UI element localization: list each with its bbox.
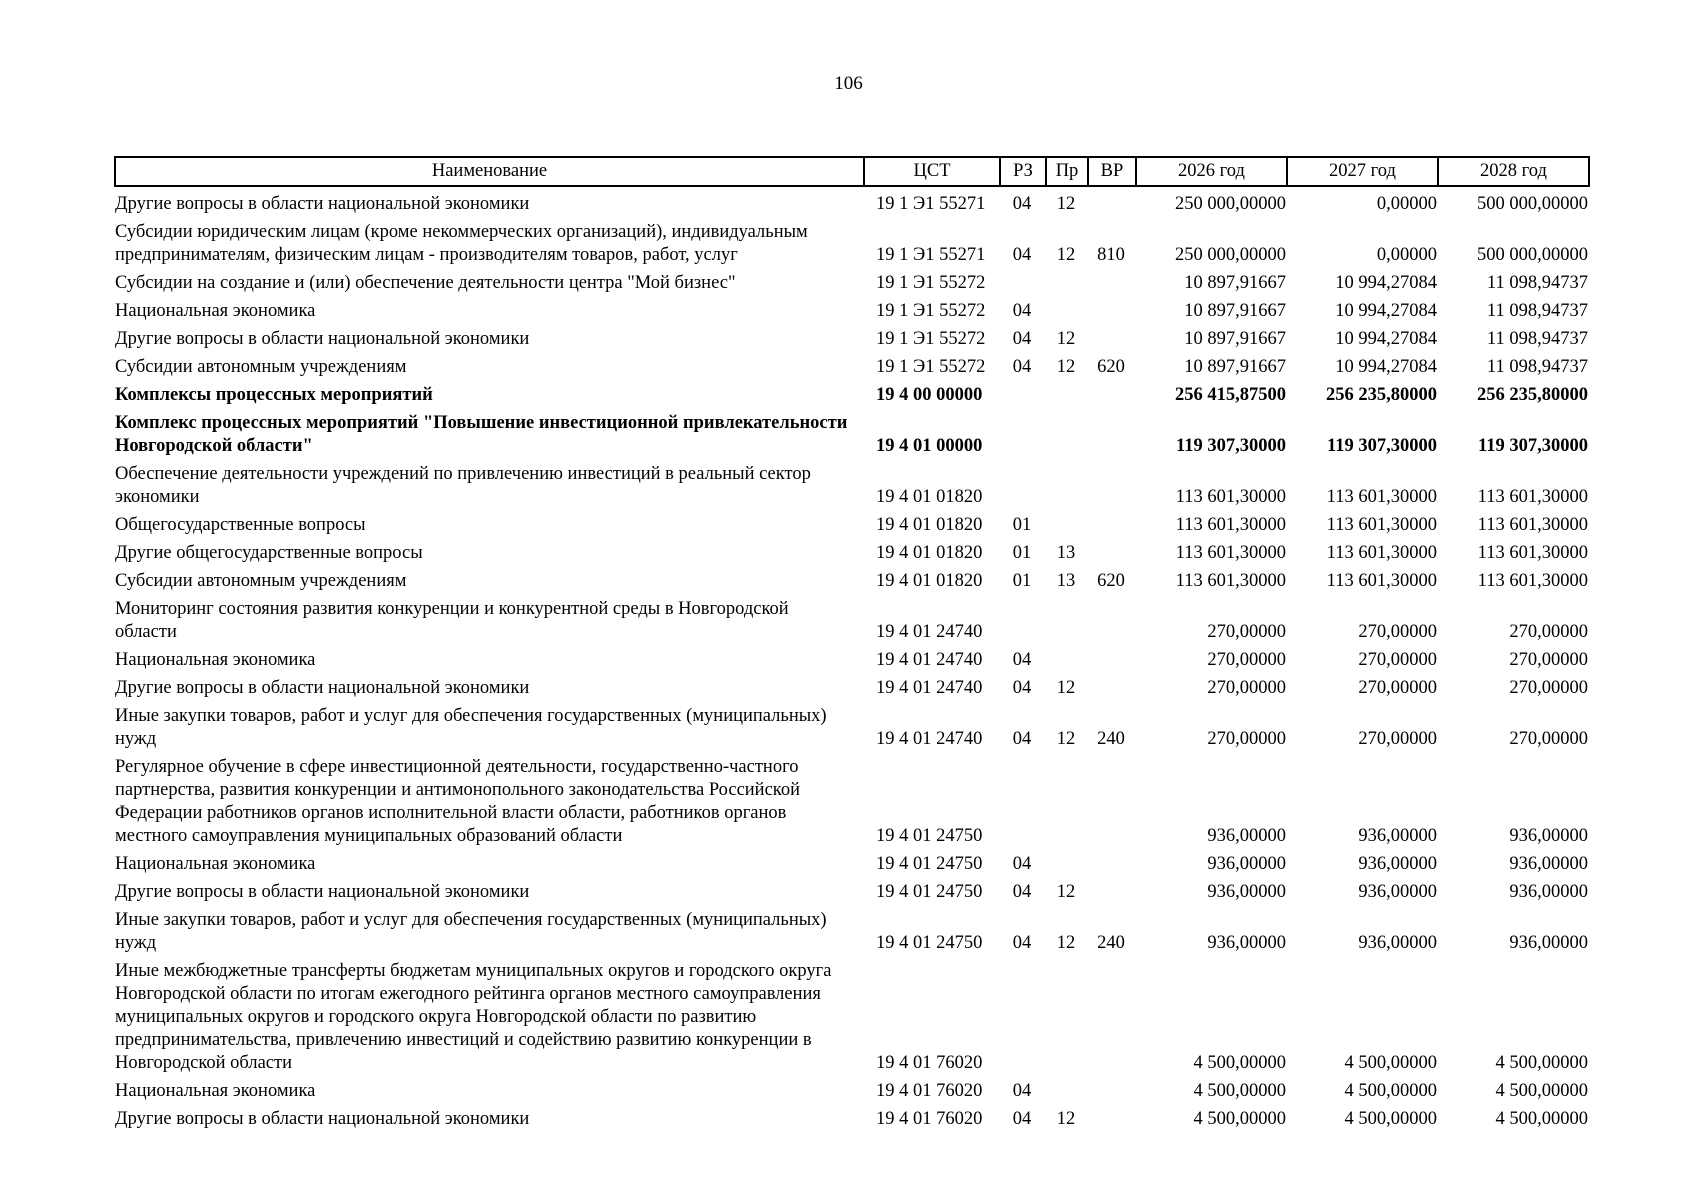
table-row <box>115 219 1589 270</box>
cell-2027: 10 994,27084 <box>1335 329 1437 349</box>
cell-cst: 19 4 01 24740 <box>876 622 983 642</box>
table-header <box>115 157 1589 186</box>
cell-rz <box>1000 958 1046 1078</box>
cell-2026: 113 601,30000 <box>1175 515 1286 535</box>
cell-name: Субсидии юридическим лицам (кроме некоммерческих организаций), индивидуальным предпринимателям, физическим лицам - производителям товаров, работ, услуг <box>115 222 808 265</box>
cell-pr <box>1046 298 1088 326</box>
cell-2028: 270,00000 <box>1509 622 1588 642</box>
cell-cst: 19 1 Э1 55272 <box>876 273 986 293</box>
cell-2027: 10 994,27084 <box>1335 301 1437 321</box>
cell-rz <box>1000 461 1046 512</box>
cell-rz <box>1000 754 1046 851</box>
cell-rz: 04 <box>1012 933 1032 953</box>
table-row <box>115 512 1589 540</box>
cell-name: Субсидии автономным учреждениям <box>115 357 407 377</box>
cell-cst: 19 1 Э1 55271 <box>876 245 986 265</box>
cell-2026: 10 897,91667 <box>1184 329 1286 349</box>
cell-2026: 10 897,91667 <box>1184 301 1286 321</box>
table-row <box>115 410 1589 461</box>
cell-2027: 10 994,27084 <box>1335 273 1437 293</box>
cell-vr <box>1088 647 1136 675</box>
cell-2026: 936,00000 <box>1207 826 1286 846</box>
cell-name: Обеспечение деятельности учреждений по привлечению инвестиций в реальный сектор экономики <box>115 464 811 507</box>
table-row <box>115 354 1589 382</box>
cell-name: Национальная экономика <box>115 1081 316 1101</box>
cell-vr <box>1088 851 1136 879</box>
cell-rz: 01 <box>1012 515 1032 535</box>
cell-2028: 113 601,30000 <box>1477 515 1588 535</box>
cell-2028: 4 500,00000 <box>1495 1109 1588 1129</box>
cell-name: Другие вопросы в области национальной экономики <box>115 329 530 349</box>
cell-cst: 19 4 01 24750 <box>876 854 983 874</box>
cell-pr: 12 <box>1056 329 1076 349</box>
cell-2028: 11 098,94737 <box>1486 301 1588 321</box>
cell-cst: 19 4 01 76020 <box>876 1053 983 1073</box>
cell-2028: 113 601,30000 <box>1477 543 1588 563</box>
cell-2026: 4 500,00000 <box>1193 1109 1286 1129</box>
cell-name: Другие вопросы в области национальной экономики <box>115 678 530 698</box>
cell-rz: 04 <box>1012 357 1032 377</box>
cell-2027: 113 601,30000 <box>1326 487 1437 507</box>
cell-2026: 113 601,30000 <box>1175 487 1286 507</box>
cell-2028: 936,00000 <box>1509 826 1588 846</box>
cell-vr: 620 <box>1097 357 1125 377</box>
cell-2026: 113 601,30000 <box>1175 543 1286 563</box>
cell-2026: 270,00000 <box>1207 678 1286 698</box>
cell-rz: 04 <box>1012 650 1032 670</box>
cell-2027: 4 500,00000 <box>1344 1081 1437 1101</box>
cell-pr: 12 <box>1056 1109 1076 1129</box>
cell-vr <box>1088 512 1136 540</box>
table-row <box>115 851 1589 879</box>
cell-2027: 936,00000 <box>1358 933 1437 953</box>
table-row <box>115 1078 1589 1106</box>
cell-pr <box>1046 596 1088 647</box>
cell-pr <box>1046 382 1088 410</box>
cell-cst: 19 4 01 24750 <box>876 933 983 953</box>
cell-name: Национальная экономика <box>115 854 316 874</box>
cell-2026: 936,00000 <box>1207 933 1286 953</box>
cell-cst: 19 4 01 01820 <box>876 515 983 535</box>
cell-2028: 4 500,00000 <box>1495 1053 1588 1073</box>
cell-cst: 19 4 01 24740 <box>876 678 983 698</box>
cell-2026: 270,00000 <box>1207 622 1286 642</box>
header-2027: 2027 год <box>1287 157 1438 186</box>
cell-2027: 0,00000 <box>1376 245 1437 265</box>
cell-name: Общегосударственные вопросы <box>115 515 366 535</box>
table-row <box>115 540 1589 568</box>
cell-pr: 12 <box>1056 678 1076 698</box>
cell-name: Другие вопросы в области национальной экономики <box>115 1109 530 1129</box>
cell-vr <box>1088 596 1136 647</box>
cell-2027: 936,00000 <box>1358 854 1437 874</box>
cell-pr: 12 <box>1056 882 1076 902</box>
cell-2027: 113 601,30000 <box>1326 543 1437 563</box>
table-row <box>115 461 1589 512</box>
cell-vr <box>1088 186 1136 219</box>
cell-rz: 04 <box>1012 854 1032 874</box>
table-row <box>115 326 1589 354</box>
cell-vr: 810 <box>1097 245 1125 265</box>
cell-name: Комплекс процессных мероприятий "Повышение инвестиционной привлекательности Новгородской области" <box>115 413 848 456</box>
cell-name: Иные закупки товаров, работ и услуг для обеспечения государственных (муниципальных) нужд <box>115 706 827 749</box>
cell-cst: 19 4 01 24740 <box>876 729 983 749</box>
cell-rz: 04 <box>1012 729 1032 749</box>
cell-rz: 04 <box>1012 329 1032 349</box>
cell-vr <box>1088 410 1136 461</box>
cell-2027: 270,00000 <box>1358 678 1437 698</box>
cell-cst: 19 4 00 00000 <box>876 385 983 405</box>
cell-2028: 11 098,94737 <box>1486 273 1588 293</box>
cell-vr: 240 <box>1097 729 1125 749</box>
cell-vr <box>1088 461 1136 512</box>
header-cst: ЦСТ <box>864 157 1000 186</box>
table-row <box>115 186 1589 219</box>
cell-2028: 270,00000 <box>1509 729 1588 749</box>
cell-cst: 19 1 Э1 55271 <box>876 194 986 214</box>
cell-cst: 19 4 01 00000 <box>876 436 983 456</box>
cell-vr <box>1088 382 1136 410</box>
header-vr: ВР <box>1088 157 1136 186</box>
cell-name: Национальная экономика <box>115 650 316 670</box>
cell-rz: 04 <box>1012 882 1032 902</box>
cell-2028: 936,00000 <box>1509 933 1588 953</box>
cell-2028: 270,00000 <box>1509 650 1588 670</box>
cell-name: Другие вопросы в области национальной экономики <box>115 194 530 214</box>
table-row <box>115 1106 1589 1134</box>
table-row <box>115 647 1589 675</box>
cell-name: Комплексы процессных мероприятий <box>115 385 433 405</box>
cell-2028: 500 000,00000 <box>1477 194 1588 214</box>
cell-rz: 04 <box>1012 678 1032 698</box>
cell-2027: 270,00000 <box>1358 622 1437 642</box>
cell-2027: 270,00000 <box>1358 650 1437 670</box>
header-2026: 2026 год <box>1136 157 1287 186</box>
header-2028: 2028 год <box>1438 157 1589 186</box>
table-row <box>115 879 1589 907</box>
cell-2027: 936,00000 <box>1358 882 1437 902</box>
cell-2026: 936,00000 <box>1207 882 1286 902</box>
cell-2026: 4 500,00000 <box>1193 1053 1286 1073</box>
cell-pr <box>1046 461 1088 512</box>
cell-pr: 12 <box>1056 194 1076 214</box>
cell-name: Другие общегосударственные вопросы <box>115 543 423 563</box>
header-row <box>115 157 1589 186</box>
cell-2026: 936,00000 <box>1207 854 1286 874</box>
cell-pr <box>1046 647 1088 675</box>
cell-vr <box>1088 1106 1136 1134</box>
cell-pr: 12 <box>1056 245 1076 265</box>
cell-vr <box>1088 298 1136 326</box>
cell-rz <box>1000 270 1046 298</box>
table-body <box>115 186 1589 1134</box>
cell-pr <box>1046 410 1088 461</box>
cell-2028: 113 601,30000 <box>1477 487 1588 507</box>
cell-vr <box>1088 1078 1136 1106</box>
cell-2027: 0,00000 <box>1376 194 1437 214</box>
cell-name: Национальная экономика <box>115 301 316 321</box>
cell-pr <box>1046 270 1088 298</box>
cell-rz <box>1000 410 1046 461</box>
cell-name: Субсидии на создание и (или) обеспечение деятельности центра "Мой бизнес" <box>115 273 736 293</box>
table-row <box>115 675 1589 703</box>
cell-vr <box>1088 540 1136 568</box>
cell-name: Мониторинг состояния развития конкуренции и конкурентной среды в Новгородской области <box>115 599 789 642</box>
page-number: 106 <box>834 73 863 94</box>
cell-2028: 11 098,94737 <box>1486 329 1588 349</box>
cell-2027: 4 500,00000 <box>1344 1053 1437 1073</box>
cell-vr <box>1088 754 1136 851</box>
cell-2027: 113 601,30000 <box>1326 571 1437 591</box>
cell-vr: 240 <box>1097 933 1125 953</box>
cell-vr <box>1088 958 1136 1078</box>
table-row <box>115 754 1589 851</box>
budget-table <box>114 156 1590 1134</box>
cell-2028: 11 098,94737 <box>1486 357 1588 377</box>
cell-2026: 10 897,91667 <box>1184 273 1286 293</box>
cell-rz: 04 <box>1012 1109 1032 1129</box>
cell-vr <box>1088 270 1136 298</box>
cell-2026: 256 415,87500 <box>1175 385 1286 405</box>
cell-2027: 10 994,27084 <box>1335 357 1437 377</box>
cell-pr: 12 <box>1056 729 1076 749</box>
cell-2028: 270,00000 <box>1509 678 1588 698</box>
cell-pr <box>1046 1078 1088 1106</box>
cell-vr <box>1088 675 1136 703</box>
cell-2027: 936,00000 <box>1358 826 1437 846</box>
cell-rz: 04 <box>1012 245 1032 265</box>
cell-pr <box>1046 958 1088 1078</box>
cell-2026: 113 601,30000 <box>1175 571 1286 591</box>
table-row <box>115 270 1589 298</box>
cell-2026: 4 500,00000 <box>1193 1081 1286 1101</box>
cell-cst: 19 1 Э1 55272 <box>876 329 986 349</box>
cell-pr: 13 <box>1056 571 1076 591</box>
cell-rz: 04 <box>1012 1081 1032 1101</box>
cell-2028: 4 500,00000 <box>1495 1081 1588 1101</box>
table-row <box>115 703 1589 754</box>
table-row <box>115 568 1589 596</box>
cell-cst: 19 4 01 01820 <box>876 543 983 563</box>
table-row <box>115 382 1589 410</box>
cell-2028: 936,00000 <box>1509 854 1588 874</box>
cell-rz <box>1000 382 1046 410</box>
cell-cst: 19 1 Э1 55272 <box>876 301 986 321</box>
cell-2028: 119 307,30000 <box>1478 436 1588 456</box>
cell-pr: 13 <box>1056 543 1076 563</box>
cell-2026: 250 000,00000 <box>1175 245 1286 265</box>
header-pr: Пр <box>1046 157 1088 186</box>
cell-pr: 12 <box>1056 357 1076 377</box>
cell-cst: 19 4 01 24740 <box>876 650 983 670</box>
cell-name: Субсидии автономным учреждениям <box>115 571 407 591</box>
table-row <box>115 958 1589 1078</box>
cell-cst: 19 1 Э1 55272 <box>876 357 986 377</box>
cell-2027: 4 500,00000 <box>1344 1109 1437 1129</box>
table-row <box>115 907 1589 958</box>
cell-2028: 113 601,30000 <box>1477 571 1588 591</box>
cell-cst: 19 4 01 24750 <box>876 826 983 846</box>
cell-2026: 270,00000 <box>1207 729 1286 749</box>
cell-cst: 19 4 01 76020 <box>876 1081 983 1101</box>
cell-vr <box>1088 879 1136 907</box>
cell-rz: 04 <box>1012 194 1032 214</box>
cell-rz: 01 <box>1012 571 1032 591</box>
table-row <box>115 596 1589 647</box>
cell-name: Иные межбюджетные трансферты бюджетам муниципальных округов и городского округа Новгородской области по итогам ежегодного рейтинга органов местного самоуправления муниципальных округов и городского округа Новгородской области по развитию предпринимательства, привлечению инвестиций и содействию развитию конкуренции в Новгородской области <box>115 961 832 1073</box>
cell-2027: 119 307,30000 <box>1327 436 1437 456</box>
cell-vr: 620 <box>1097 571 1125 591</box>
cell-cst: 19 4 01 24750 <box>876 882 983 902</box>
cell-name: Иные закупки товаров, работ и услуг для обеспечения государственных (муниципальных) нужд <box>115 910 827 953</box>
cell-vr <box>1088 326 1136 354</box>
cell-2026: 10 897,91667 <box>1184 357 1286 377</box>
cell-pr <box>1046 851 1088 879</box>
cell-2028: 936,00000 <box>1509 882 1588 902</box>
cell-2027: 113 601,30000 <box>1326 515 1437 535</box>
header-rz: РЗ <box>1000 157 1046 186</box>
cell-cst: 19 4 01 76020 <box>876 1109 983 1129</box>
cell-cst: 19 4 01 01820 <box>876 571 983 591</box>
cell-cst: 19 4 01 01820 <box>876 487 983 507</box>
cell-rz: 04 <box>1012 301 1032 321</box>
cell-2027: 270,00000 <box>1358 729 1437 749</box>
cell-name: Другие вопросы в области национальной экономики <box>115 882 530 902</box>
table-row <box>115 298 1589 326</box>
cell-rz: 01 <box>1012 543 1032 563</box>
cell-2026: 119 307,30000 <box>1176 436 1286 456</box>
cell-name: Регулярное обучение в сфере инвестиционной деятельности, государственно-частного партнерства, развития конкуренции и антимонопольного законодательства Российской Федерации работников органов исполнительной власти области, работников органов местного самоуправления муниципальных образований области <box>115 757 800 846</box>
cell-pr <box>1046 512 1088 540</box>
cell-2026: 270,00000 <box>1207 650 1286 670</box>
cell-pr <box>1046 754 1088 851</box>
cell-2026: 250 000,00000 <box>1175 194 1286 214</box>
header-name: Наименование <box>115 157 864 186</box>
cell-2027: 256 235,80000 <box>1326 385 1437 405</box>
cell-2028: 256 235,80000 <box>1477 385 1588 405</box>
cell-rz <box>1000 596 1046 647</box>
cell-pr: 12 <box>1056 933 1076 953</box>
cell-2028: 500 000,00000 <box>1477 245 1588 265</box>
